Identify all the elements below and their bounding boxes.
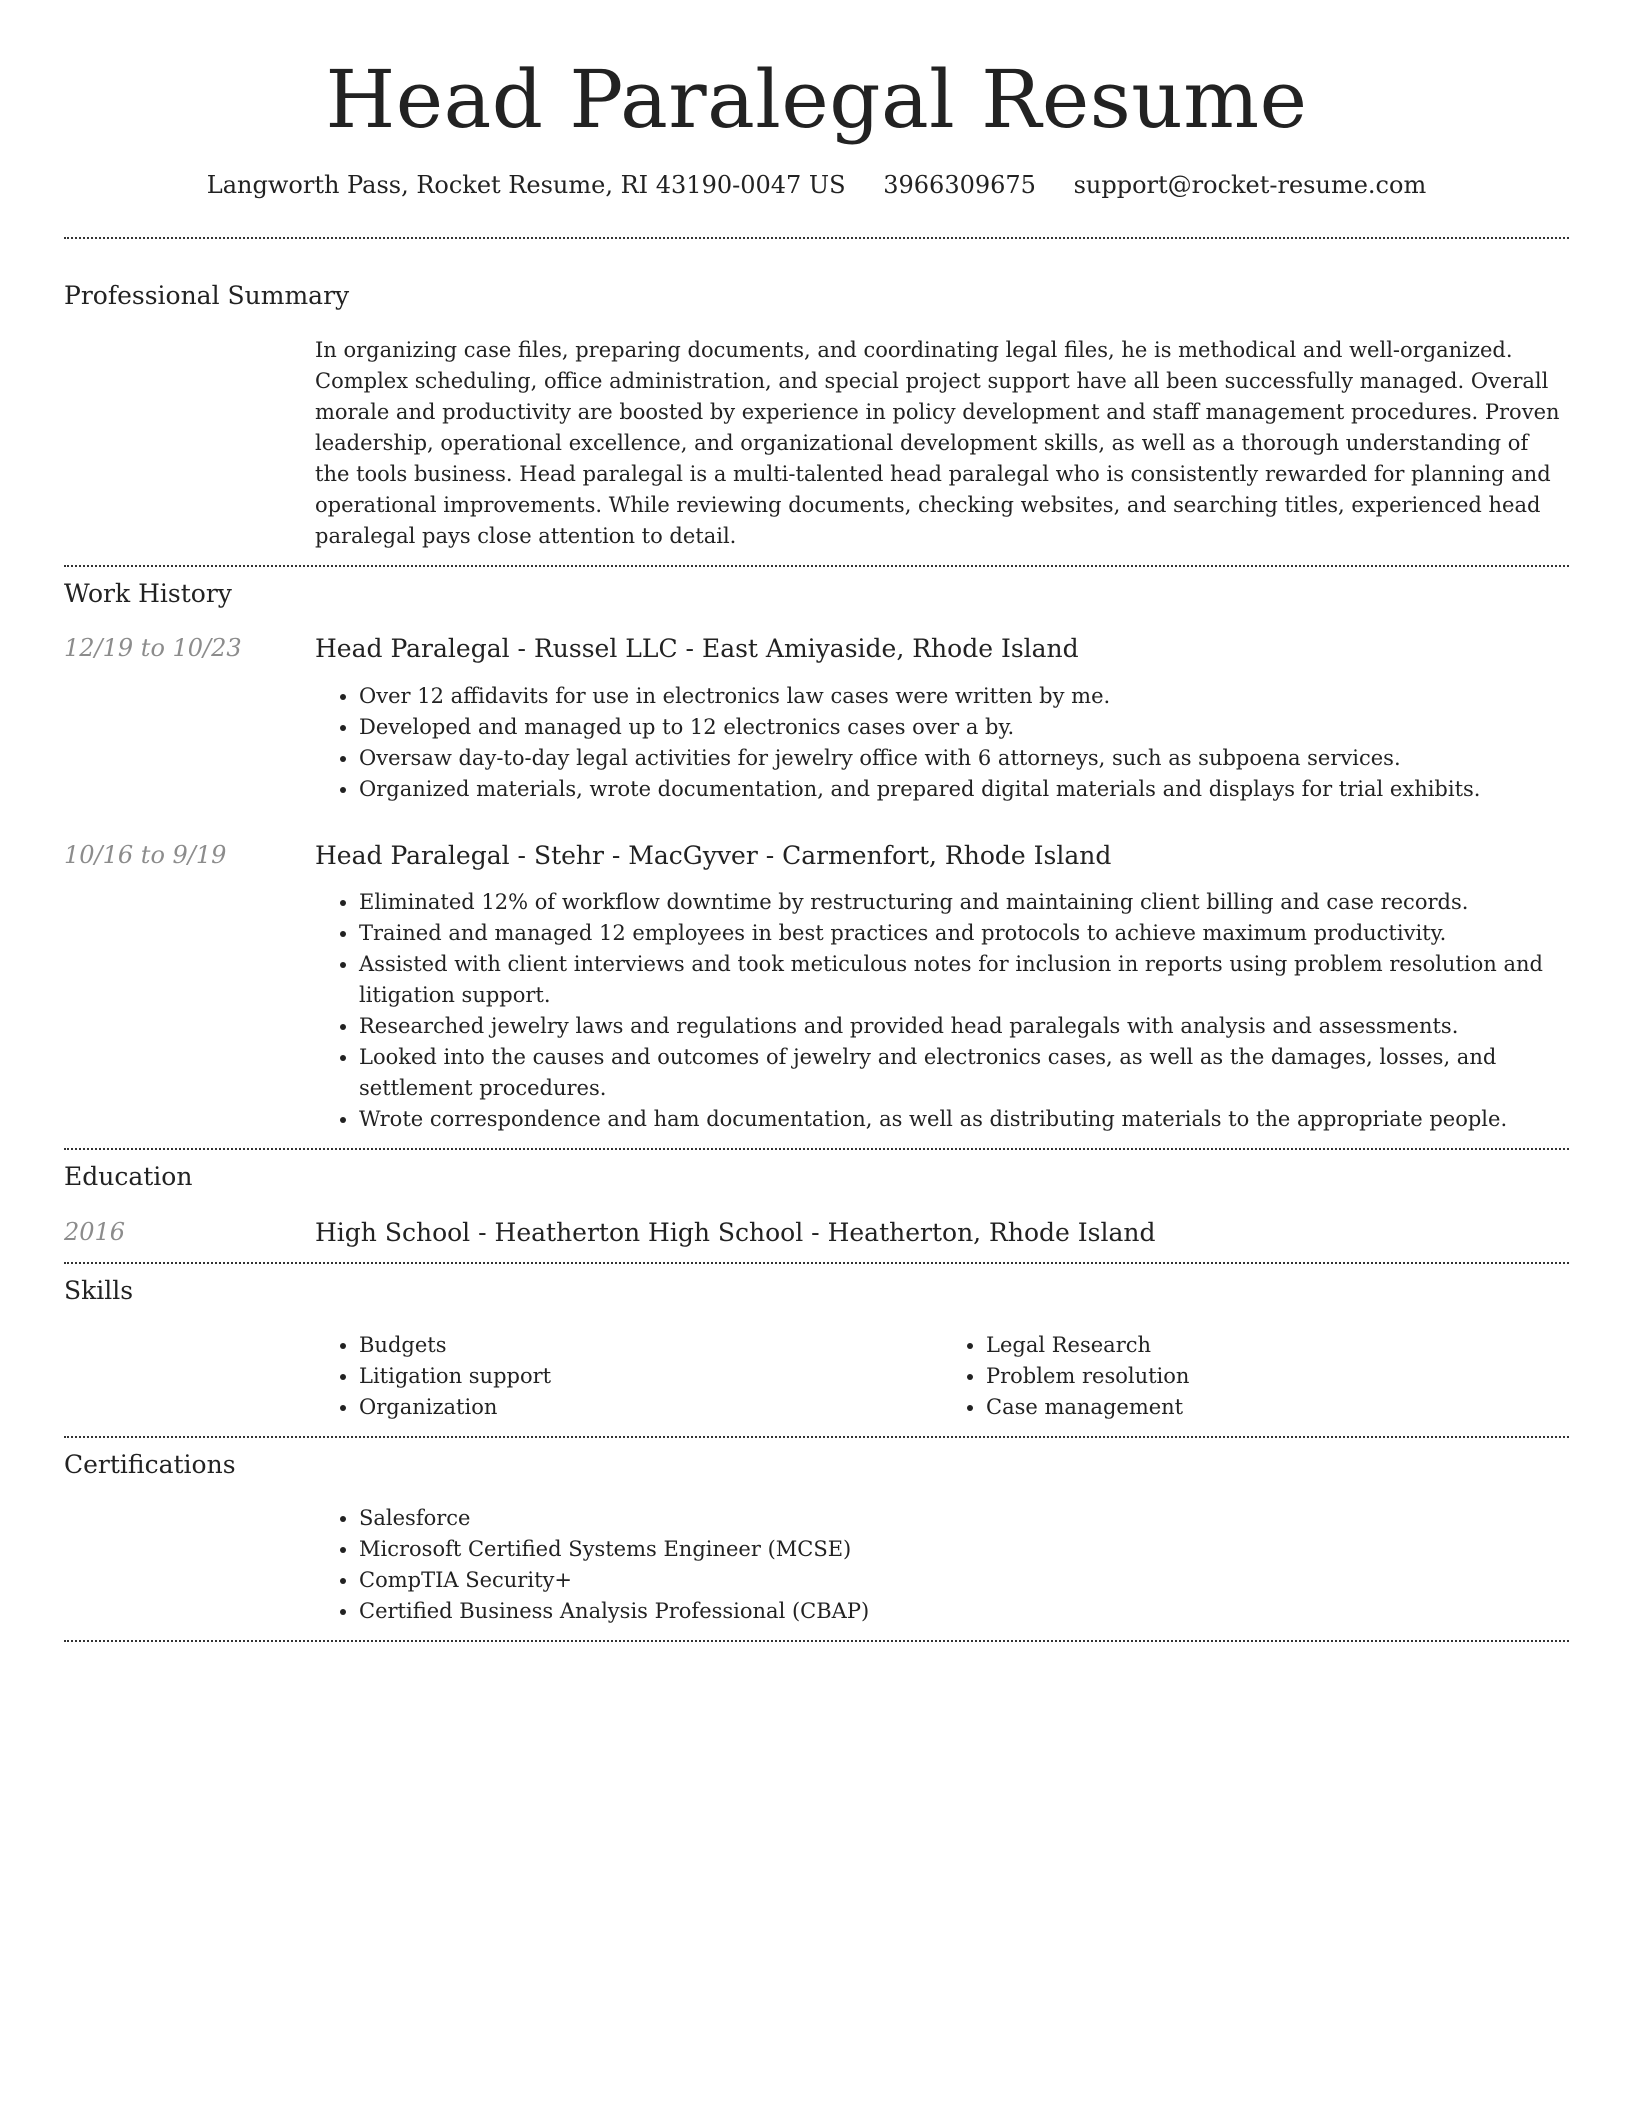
contact-line: [64, 170, 1569, 201]
education-entry: [64, 1217, 1569, 1250]
section-divider: [64, 1262, 1569, 1264]
list-item: • Assisted with client interviews and took meticulous notes for inclusion in reports using problem resolution and litigation support.: [359, 949, 1569, 1011]
job-entry: [64, 633, 1569, 805]
job-entry: [64, 840, 1569, 1136]
list-item: • Certified Business Analysis Professional (CBAP): [359, 1596, 1569, 1627]
section-heading-summary: Professional Summary: [64, 281, 350, 311]
section-heading-certifications: Certifications: [64, 1449, 236, 1479]
list-item: • Trained and managed 12 employees in best practices and protocols to achieve maximum productivity.: [359, 918, 1569, 949]
contact-address: Langworth Pass, Rocket Resume, RI 43190-0047 US: [206, 171, 846, 199]
job-dates: 12/19 to 10/23: [64, 634, 242, 663]
certifications-list: [315, 1503, 1569, 1627]
job-title: Head Paralegal - Stehr - MacGyver - Carmenfort, Rhode Island: [315, 840, 1112, 870]
contact-phone: 3966309675: [883, 171, 1036, 199]
list-item: • Researched jewelry laws and regulations and provided head paralegals with analysis and assessments.: [359, 1011, 1569, 1042]
section-heading-education: Education: [64, 1162, 193, 1192]
education-title: High School - Heatherton High School - Heatherton, Rhode Island: [315, 1217, 1156, 1247]
list-item: • Microsoft Certified Systems Engineer (MCSE): [359, 1534, 1569, 1565]
skills-list-right: [942, 1330, 1569, 1423]
list-item: • Organized materials, wrote documentation, and prepared digital materials and displays for trial exhibits.: [359, 774, 1569, 805]
summary-text: In organizing case files, preparing documents, and coordinating legal files, he is methodical and well-organized. Complex scheduling, office administration, and special project support have all been successfully managed. Overall morale and productivity are boosted by experience in policy development and staff management procedures. Proven leadership, operational excellence, and organizational development skills, as well as a thorough understanding of the tools business. Head paralegal is a multi-talented head paralegal who is consistently rewarded for planning and operational improvements. While reviewing documents, checking websites, and searching titles, experienced head paralegal pays close attention to detail.: [315, 337, 1560, 548]
job-bullets: [315, 887, 1569, 1135]
list-item: • Salesforce: [359, 1503, 1569, 1534]
job-dates: 10/16 to 9/19: [64, 840, 227, 869]
list-item: • CompTIA Security+: [359, 1565, 1569, 1596]
list-item: • Problem resolution: [986, 1361, 1569, 1392]
education-section: [64, 1161, 1569, 1249]
work-history-section: [64, 578, 1569, 1136]
list-item: • Organization: [359, 1392, 942, 1423]
section-divider: [64, 237, 1569, 239]
list-item: • Case management: [986, 1392, 1569, 1423]
skills-list-left: [315, 1330, 942, 1423]
job-bullets: [315, 681, 1569, 805]
contact-email: support@rocket-resume.com: [1073, 171, 1427, 199]
summary-section: [64, 280, 1569, 552]
resume-title: Head Paralegal Resume: [325, 53, 1308, 146]
section-heading-skills: Skills: [64, 1276, 134, 1306]
list-item: • Legal Research: [986, 1330, 1569, 1361]
list-item: • Litigation support: [359, 1361, 942, 1392]
section-divider: [64, 1436, 1569, 1438]
section-divider: [64, 565, 1569, 567]
list-item: • Eliminated 12% of workflow downtime by restructuring and maintaining client billing and case records.: [359, 887, 1569, 918]
list-item: • Oversaw day-to-day legal activities for jewelry office with 6 attorneys, such as subpoena services.: [359, 743, 1569, 774]
list-item: • Budgets: [359, 1330, 942, 1361]
list-item: • Looked into the causes and outcomes of jewelry and electronics cases, as well as the damages, losses, and settlement procedures.: [359, 1042, 1569, 1104]
section-divider: [64, 1640, 1569, 1642]
section-heading-work: Work History: [64, 578, 232, 608]
job-title: Head Paralegal - Russel LLC - East Amiyaside, Rhode Island: [315, 634, 1079, 664]
skills-section: [64, 1275, 1569, 1423]
section-divider: [64, 1148, 1569, 1150]
list-item: • Over 12 affidavits for use in electronics law cases were written by me.: [359, 681, 1569, 712]
list-item: • Developed and managed up to 12 electronics cases over a by.: [359, 712, 1569, 743]
list-item: • Wrote correspondence and ham documentation, as well as distributing materials to the appropriate people.: [359, 1104, 1569, 1135]
education-year: 2016: [64, 1217, 126, 1246]
certifications-section: [64, 1449, 1569, 1628]
